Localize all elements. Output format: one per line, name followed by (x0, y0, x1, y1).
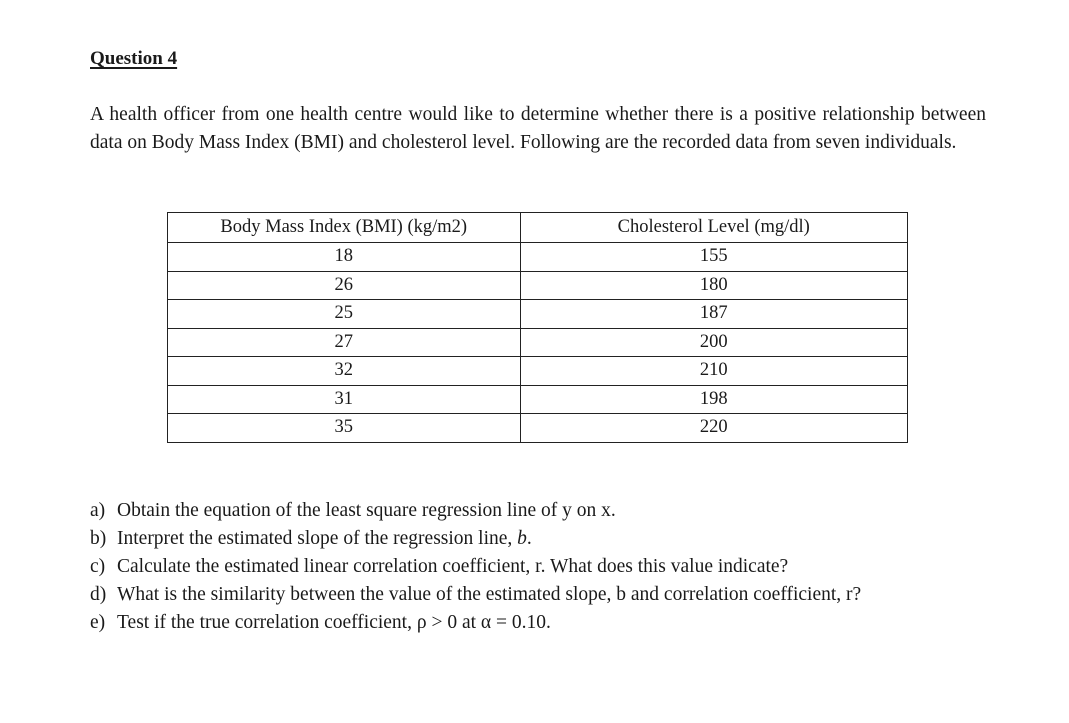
bmi-cell: 32 (168, 357, 521, 386)
table-row (168, 385, 908, 414)
question-heading: Question 4 (90, 48, 178, 69)
question-item-d (90, 581, 990, 609)
header-bmi: Body Mass Index (BMI) (kg/m2) (168, 213, 521, 243)
table-row (168, 271, 908, 300)
cholesterol-cell: 187 (520, 300, 908, 329)
cholesterol-cell: 180 (520, 271, 908, 300)
bmi-cell: 18 (168, 243, 521, 272)
question-text-part: Interpret the estimated slope of the regression line, (117, 528, 518, 549)
question-item-a (90, 497, 990, 525)
table-row (168, 300, 908, 329)
table-row (168, 243, 908, 272)
question-text: Test if the true correlation coefficient, ρ > 0 at α = 0.10. (117, 612, 551, 633)
cholesterol-cell: 198 (520, 385, 908, 414)
bmi-cell: 31 (168, 385, 521, 414)
cholesterol-cell: 210 (520, 357, 908, 386)
question-text: What is the similarity between the value of the estimated slope, b and correlation coefficient, r? (117, 584, 862, 605)
cholesterol-cell: 200 (520, 328, 908, 357)
question-item-c (90, 553, 990, 581)
table-row (168, 357, 908, 386)
question-text (117, 525, 532, 553)
bmi-cell: 25 (168, 300, 521, 329)
question-list (90, 497, 990, 637)
question-marker: d) (90, 584, 107, 605)
question-marker: a) (90, 500, 106, 521)
bmi-cell: 27 (168, 328, 521, 357)
slope-symbol: b (517, 528, 527, 549)
question-marker: c) (90, 556, 106, 577)
table-row (168, 414, 908, 443)
question-item-e (90, 609, 990, 637)
table-row (168, 328, 908, 357)
cholesterol-cell: 220 (520, 414, 908, 443)
question-text: Calculate the estimated linear correlation coefficient, r. What does this value indicate? (117, 556, 789, 577)
question-marker: e) (90, 612, 106, 633)
intro-paragraph: A health officer from one health centre would like to determine whether there is a positive relationship between data on Body Mass Index (BMI) and cholesterol level. Following are the recorded data from seven individuals. (90, 104, 986, 153)
cholesterol-cell: 155 (520, 243, 908, 272)
question-text: Obtain the equation of the least square regression line of y on x. (117, 500, 616, 521)
bmi-cholesterol-table (167, 212, 908, 443)
header-cholesterol: Cholesterol Level (mg/dl) (520, 213, 908, 243)
bmi-cell: 35 (168, 414, 521, 443)
bmi-cell: 26 (168, 271, 521, 300)
question-text-part: . (526, 528, 532, 549)
question-marker: b) (90, 528, 107, 549)
question-item-b (90, 525, 990, 553)
table-header-row (168, 213, 908, 243)
